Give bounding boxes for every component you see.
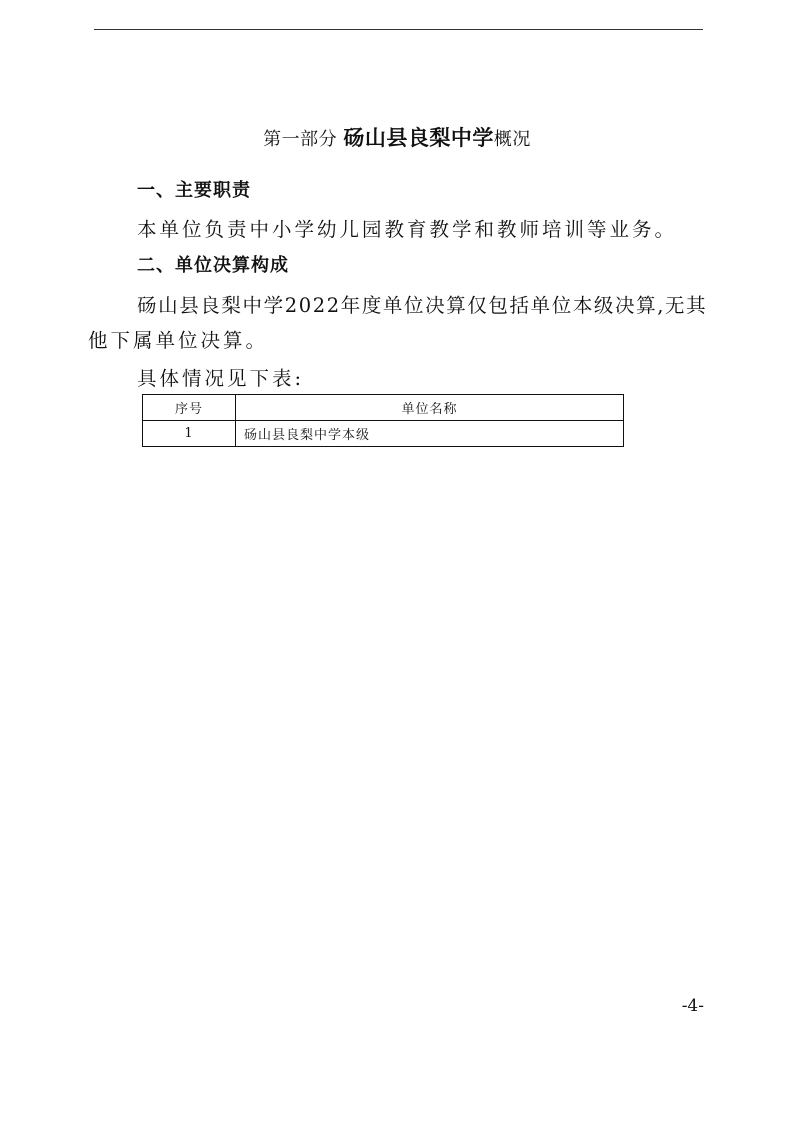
table-intro-note: 具体情况见下表: — [137, 367, 305, 390]
page-title — [0, 122, 794, 152]
table-row — [143, 421, 624, 447]
title-main: 砀山县良梨中学 — [343, 126, 494, 150]
header-rule — [94, 29, 703, 30]
section-heading-composition: 二、单位决算构成 — [137, 255, 289, 276]
header-unit-name: 单位名称 — [236, 395, 624, 421]
section-heading-duties: 一、主要职责 — [137, 180, 251, 201]
unit-table — [142, 394, 624, 447]
composition-paragraph-line2: 他下属单位决算。 — [88, 329, 269, 352]
title-prefix: 第一部分 — [263, 129, 338, 150]
cell-index: 1 — [143, 421, 236, 447]
duties-paragraph: 本单位负责中小学幼儿园教育教学和教师培训等业务。 — [137, 218, 678, 241]
cell-unit-name: 砀山县良梨中学本级 — [236, 421, 624, 447]
title-suffix: 概况 — [493, 129, 531, 150]
page-number: -4- — [681, 996, 704, 1016]
composition-paragraph-line1: 砀山县良梨中学2022年度单位决算仅包括单位本级决算,无其 — [137, 294, 708, 317]
table-header-row — [143, 395, 624, 421]
header-index: 序号 — [143, 395, 236, 421]
